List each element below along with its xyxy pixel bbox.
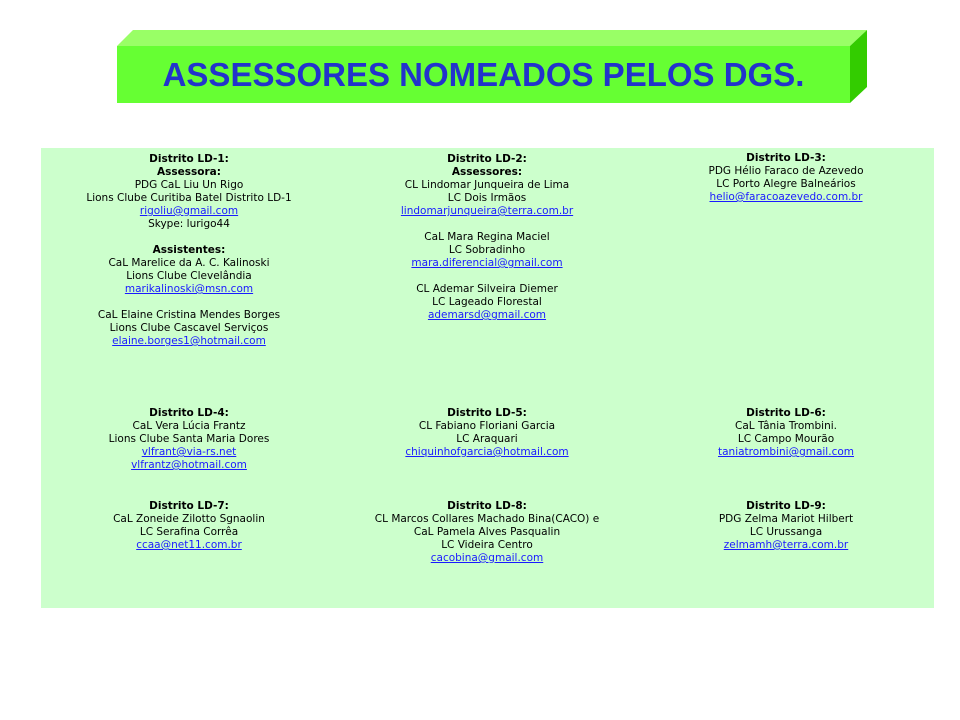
district-heading: Distrito LD-1: — [149, 153, 229, 165]
districts-panel — [41, 148, 934, 608]
club-name: Lions Clube Curitiba Batel Distrito LD-1 — [86, 192, 292, 204]
email-link[interactable]: chiquinhofgarcia@hotmail.com — [405, 446, 569, 458]
person-name: CL Ademar Silveira Diemer — [416, 283, 558, 295]
email-link[interactable]: rigoliu@gmail.com — [139, 205, 239, 217]
district-heading: Distrito LD-2: — [447, 153, 527, 165]
district-heading: Distrito LD-7: — [149, 500, 229, 512]
district-heading: Distrito LD-6: — [746, 407, 826, 419]
district-heading: Distrito LD-8: — [447, 500, 527, 512]
email-link[interactable]: helio@faracoazevedo.com.br — [709, 191, 863, 203]
email-link[interactable]: ccaa@net11.com.br — [136, 539, 242, 551]
club-name: LC Videira Centro — [441, 539, 533, 551]
role-label: Assessora: — [157, 166, 221, 178]
club-name: LC Urussanga — [749, 526, 823, 538]
person-name: CL Fabiano Floriani Garcia — [418, 420, 556, 432]
email-link[interactable]: lindomarjunqueira@terra.com.br — [400, 205, 574, 217]
person-name: CaL Pamela Alves Pasqualin — [413, 526, 561, 538]
skype-id: Skype: lurigo44 — [148, 218, 230, 230]
district-ld5 — [339, 407, 635, 459]
email-link[interactable]: elaine.borges1@hotmail.com — [112, 335, 266, 347]
district-ld9 — [638, 500, 934, 552]
district-ld6 — [638, 407, 934, 459]
person-name: CaL Mara Regina Maciel — [424, 231, 550, 243]
club-name: Lions Clube Santa Maria Dores — [108, 433, 270, 445]
email-link[interactable]: cacobina@gmail.com — [430, 552, 544, 564]
district-heading: Distrito LD-9: — [746, 500, 826, 512]
email-link[interactable]: vlfrant@via-rs.net — [141, 446, 237, 458]
page-title: ASSESSORES NOMEADOS PELOS DGS. — [162, 55, 805, 93]
district-ld8 — [339, 500, 635, 565]
club-name: LC Lageado Florestal — [432, 296, 542, 308]
person-name: CL Marcos Collares Machado Bina(CACO) e — [374, 513, 600, 525]
district-ld1 — [41, 153, 337, 348]
person-name: PDG Zelma Mariot Hilbert — [718, 513, 854, 525]
district-heading: Distrito LD-4: — [149, 407, 229, 419]
person-name: PDG CaL Liu Un Rigo — [134, 179, 244, 191]
person-name: CaL Elaine Cristina Mendes Borges — [97, 309, 281, 321]
email-link[interactable]: mara.diferencial@gmail.com — [411, 257, 563, 269]
person-name: CaL Vera Lúcia Frantz — [132, 420, 246, 432]
email-link[interactable]: vlfrantz@hotmail.com — [131, 459, 247, 471]
club-name: LC Campo Mourão — [737, 433, 835, 445]
person-name: CaL Zoneide Zilotto Sgnaolin — [113, 513, 265, 525]
role-label: Assessores: — [451, 166, 523, 178]
email-link[interactable]: marikalinoski@msn.com — [124, 283, 254, 295]
person-name: CaL Tânia Trombini. — [734, 420, 838, 432]
email-link[interactable]: ademarsd@gmail.com — [427, 309, 547, 321]
club-name: Lions Clube Clevelândia — [126, 270, 252, 282]
person-name: PDG Hélio Faraco de Azevedo — [708, 165, 864, 177]
district-ld7 — [41, 500, 337, 552]
email-link[interactable]: zelmamh@terra.com.br — [723, 539, 849, 551]
district-ld4 — [41, 407, 337, 472]
club-name: LC Serafina Corrêa — [139, 526, 239, 538]
club-name: LC Araquari — [456, 433, 518, 445]
person-name: CL Lindomar Junqueira de Lima — [404, 179, 570, 191]
district-heading: Distrito LD-3: — [746, 152, 826, 164]
title-banner — [117, 30, 867, 103]
assistants-label: Assistentes: — [152, 244, 226, 256]
club-name: LC Dois Irmãos — [447, 192, 527, 204]
club-name: LC Porto Alegre Balneários — [716, 178, 856, 190]
person-name: CaL Marelice da A. C. Kalinoski — [108, 257, 270, 269]
district-ld3 — [638, 152, 934, 204]
district-ld2 — [339, 153, 635, 322]
district-heading: Distrito LD-5: — [447, 407, 527, 419]
club-name: Lions Clube Cascavel Serviços — [109, 322, 269, 334]
club-name: LC Sobradinho — [448, 244, 526, 256]
email-link[interactable]: taniatrombini@gmail.com — [718, 446, 854, 458]
